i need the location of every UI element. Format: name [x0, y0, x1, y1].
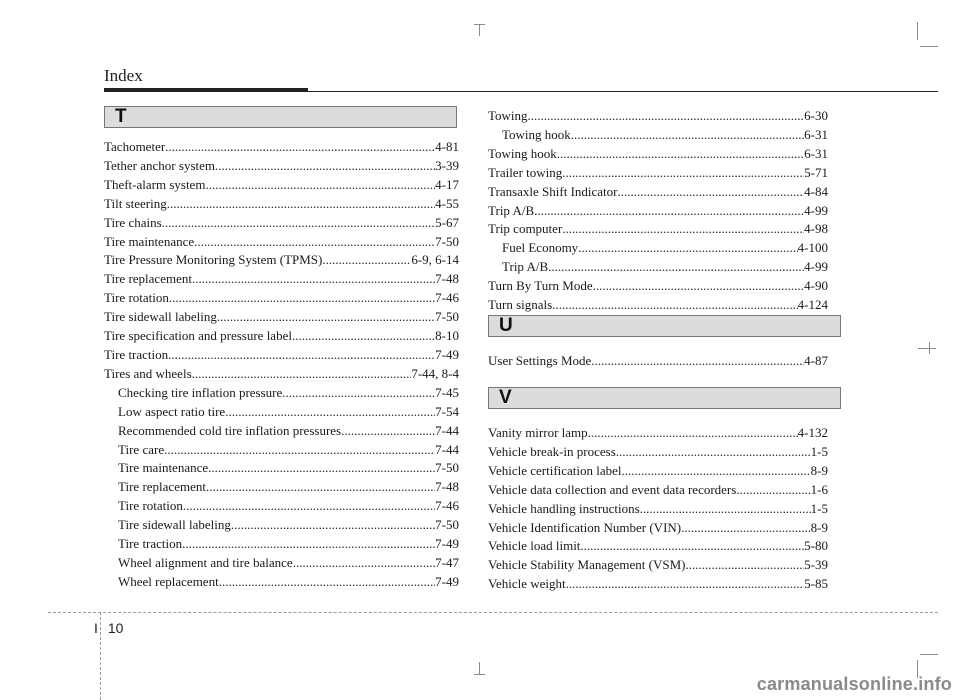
leader-dots [686, 556, 805, 575]
leader-dots [548, 258, 804, 277]
index-entry [488, 537, 828, 556]
leader-dots [534, 202, 804, 221]
index-entry [104, 289, 459, 308]
entry-name: Tire Pressure Monitoring System (TPMS) [104, 252, 323, 268]
index-entry [488, 107, 828, 126]
entry-page: 7-50 [435, 460, 459, 476]
entry-name: User Settings Mode [488, 353, 592, 368]
index-entry [488, 519, 828, 538]
section-letter: T [115, 106, 127, 127]
crop-mark-bottom-right-h [920, 654, 938, 655]
leader-dots [208, 459, 435, 478]
entry-name: Tilt steering [104, 195, 167, 211]
entry-page: 7-44 [435, 422, 459, 438]
entry-page: 6-31 [804, 126, 828, 142]
entry-page: 4-98 [804, 221, 828, 237]
entry-page: 7-50 [435, 233, 459, 249]
section-header-v [488, 387, 841, 409]
index-entry [104, 554, 459, 573]
entry-page: 7-48 [435, 479, 459, 495]
leader-dots [566, 575, 805, 594]
leader-dots [217, 308, 435, 327]
entry-name: Tire traction [118, 536, 183, 552]
index-entry [104, 138, 459, 157]
entry-page: 1-5 [810, 500, 828, 516]
entry-name: Wheel replacement [118, 573, 219, 589]
index-entry [104, 535, 459, 554]
leader-dots [580, 537, 804, 556]
page-title: Index [104, 66, 143, 85]
entry-name: Towing [488, 108, 528, 123]
entry-page: 7-48 [435, 271, 459, 287]
crop-mark-top-center-bar [474, 24, 485, 25]
entry-page: 7-54 [435, 403, 459, 419]
entry-name: Fuel Economy [502, 240, 579, 256]
index-entry [488, 424, 828, 443]
entry-page: 7-46 [435, 290, 459, 306]
leader-dots [552, 296, 797, 315]
entry-name: Vehicle weight [488, 576, 566, 592]
entry-name: Turn By Turn Mode [488, 278, 593, 294]
entry-page: 4-84 [804, 183, 828, 199]
header-rule [104, 91, 938, 92]
index-entry [104, 441, 459, 460]
leader-dots [618, 183, 805, 202]
entry-name: Vehicle Identification Number (VIN) [488, 519, 682, 535]
index-entry [104, 478, 459, 497]
entry-page: 7-47 [435, 554, 459, 570]
index-entry [104, 327, 459, 346]
index-entry [104, 573, 459, 592]
crop-mark-top-center [479, 24, 480, 36]
entry-page: 4-90 [804, 278, 828, 294]
entry-name: Tire sidewall labeling [104, 309, 217, 325]
entry-name: Theft-alarm system [104, 176, 206, 192]
index-entry [104, 422, 459, 441]
leader-dots [215, 157, 435, 176]
entry-name: Tire replacement [118, 479, 206, 495]
index-column-right-v [488, 424, 828, 594]
entry-name: Tire maintenance [104, 233, 195, 249]
index-entry [104, 403, 459, 422]
entry-page: 4-100 [797, 240, 828, 256]
entry-name: Towing hook [488, 145, 557, 161]
entry-page: 4-81 [435, 139, 459, 154]
page-section: I [94, 620, 98, 636]
leader-dots [622, 462, 811, 481]
entry-page: 6-9, 6-14 [411, 252, 459, 268]
entry-name: Tire replacement [104, 271, 192, 287]
entry-name: Tire chains [104, 214, 162, 230]
page-number-value: 10 [107, 620, 124, 636]
index-entry [488, 277, 828, 296]
leader-dots [528, 107, 805, 126]
crop-mark-top-right-h [920, 46, 938, 47]
watermark: carmanualsonline.info [756, 674, 952, 694]
index-entry [488, 220, 828, 239]
entry-name: Tire maintenance [118, 460, 209, 476]
entry-name: Recommended cold tire inflation pressures [118, 422, 342, 438]
index-entry [104, 233, 459, 252]
entry-name: Low aspect ratio tire [118, 403, 226, 419]
index-entry [488, 145, 828, 164]
entry-name: Trip computer [488, 221, 563, 237]
entry-page: 7-49 [435, 573, 459, 589]
entry-name: Vehicle break-in process [488, 443, 616, 459]
entry-page: 7-50 [435, 517, 459, 533]
entry-name: Vehicle load limit [488, 538, 581, 554]
leader-dots [162, 214, 436, 233]
index-entry [104, 497, 459, 516]
entry-page: 5-67 [435, 214, 459, 230]
entry-page: 7-44 [435, 441, 459, 457]
index-entry [488, 126, 828, 145]
index-entry [104, 384, 459, 403]
entry-name: Trailer towing [488, 164, 563, 180]
leader-dots [194, 233, 435, 252]
crop-mark-bottom-center-v [479, 662, 480, 674]
index-entry [488, 443, 828, 462]
entry-page: 8-10 [435, 328, 459, 344]
entry-page: 5-80 [804, 538, 828, 554]
leader-dots [206, 478, 435, 497]
index-column-right-continued [488, 107, 828, 315]
leader-dots [293, 554, 435, 573]
entry-name: Turn signals [488, 297, 553, 313]
page-number [94, 620, 123, 636]
leader-dots [183, 497, 435, 516]
entry-name: Vehicle handling instructions [488, 500, 640, 516]
section-letter: U [499, 315, 513, 336]
entry-page: 4-99 [804, 259, 828, 275]
entry-page: 1-5 [810, 443, 828, 459]
leader-dots [562, 164, 804, 183]
index-entry [488, 575, 828, 594]
entry-page: 5-85 [804, 576, 828, 592]
leader-dots [165, 138, 435, 157]
entry-name: Transaxle Shift Indicator [488, 183, 618, 199]
section-header-u [488, 315, 841, 337]
entry-name: Trip A/B [502, 259, 549, 275]
leader-dots [578, 239, 797, 258]
leader-dots [640, 500, 811, 519]
entry-name: Tire sidewall labeling [118, 517, 231, 533]
entry-page: 4-87 [804, 353, 828, 368]
crop-mark-right-center-h [918, 348, 936, 349]
index-entry [104, 176, 459, 195]
entry-page: 6-30 [804, 108, 828, 123]
leader-dots [192, 365, 412, 384]
index-entry [104, 270, 459, 289]
footer-rule [48, 612, 938, 613]
entry-name: Tire rotation [104, 290, 169, 306]
index-column-right-u [488, 352, 828, 371]
index-entry [104, 214, 459, 233]
leader-dots [588, 424, 798, 443]
entry-page: 7-49 [435, 536, 459, 552]
entry-page: 7-45 [435, 384, 459, 400]
index-entry [104, 516, 459, 535]
index-entry [488, 239, 828, 258]
crop-mark-top-right-v [917, 22, 918, 40]
entry-page: 7-49 [435, 346, 459, 362]
index-entry [104, 346, 459, 365]
crop-mark-bottom-center-h [474, 674, 485, 675]
leader-dots [282, 384, 435, 403]
entry-page: 4-55 [435, 195, 459, 211]
entry-page: 4-124 [797, 297, 828, 313]
index-entry [488, 202, 828, 221]
entry-page: 5-71 [804, 164, 828, 180]
entry-page: 4-99 [804, 202, 828, 218]
index-entry [104, 459, 459, 478]
entry-page: 7-46 [435, 498, 459, 514]
entry-name: Tire rotation [118, 498, 183, 514]
leader-dots [571, 126, 804, 145]
entry-name: Tires and wheels [104, 365, 192, 381]
entry-name: Tire traction [104, 346, 169, 362]
index-entry [488, 500, 828, 519]
entry-page: 3-39 [435, 157, 459, 173]
index-entry [488, 352, 828, 371]
index-entry [488, 164, 828, 183]
leader-dots [219, 573, 435, 592]
entry-name: Tire specification and pressure label [104, 328, 292, 344]
index-entry [104, 308, 459, 327]
index-entry [488, 296, 828, 315]
index-entry [104, 195, 459, 214]
entry-name: Tachometer [104, 139, 166, 154]
index-entry [488, 481, 828, 500]
leader-dots [341, 422, 435, 441]
leader-dots [681, 519, 811, 538]
entry-name: Vehicle Stability Management (VSM) [488, 557, 686, 573]
entry-page: 7-50 [435, 309, 459, 325]
index-entry [488, 258, 828, 277]
entry-name: Towing hook [502, 126, 571, 142]
entry-page: 7-44, 8-4 [411, 365, 459, 381]
leader-dots [616, 443, 811, 462]
index-entry [488, 462, 828, 481]
entry-name: Tether anchor system [104, 157, 215, 173]
entry-page: 8-9 [810, 519, 828, 535]
leader-dots [593, 277, 805, 296]
leader-dots [167, 195, 435, 214]
entry-page: 1-6 [810, 481, 828, 497]
entry-page: 6-31 [804, 145, 828, 161]
entry-page: 4-132 [797, 425, 828, 440]
entry-page: 4-17 [435, 176, 459, 192]
leader-dots [231, 516, 435, 535]
index-entry [488, 183, 828, 202]
leader-dots [205, 176, 435, 195]
leader-dots [164, 441, 435, 460]
leader-dots [322, 251, 411, 270]
index-entry [104, 365, 459, 384]
entry-name: Vanity mirror lamp [488, 425, 588, 440]
leader-dots [562, 220, 804, 239]
index-entry [104, 251, 459, 270]
section-header-t [104, 106, 457, 128]
leader-dots [192, 270, 435, 289]
leader-dots [557, 145, 804, 164]
leader-dots [168, 346, 435, 365]
entry-name: Vehicle certification label [488, 462, 622, 478]
entry-name: Vehicle data collection and event data recorders [488, 481, 737, 497]
leader-dots [292, 327, 435, 346]
leader-dots [736, 481, 810, 500]
leader-dots [169, 289, 435, 308]
entry-page: 8-9 [810, 462, 828, 478]
entry-name: Tire care [118, 441, 165, 457]
section-letter: V [499, 387, 512, 408]
leader-dots [591, 352, 804, 371]
leader-dots [182, 535, 435, 554]
entry-name: Wheel alignment and tire balance [118, 554, 293, 570]
index-entry [104, 157, 459, 176]
index-column-left [104, 138, 459, 592]
leader-dots [225, 403, 435, 422]
entry-name: Trip A/B [488, 202, 535, 218]
entry-page: 5-39 [804, 557, 828, 573]
entry-name: Checking tire inflation pressure [118, 384, 283, 400]
index-entry [488, 556, 828, 575]
